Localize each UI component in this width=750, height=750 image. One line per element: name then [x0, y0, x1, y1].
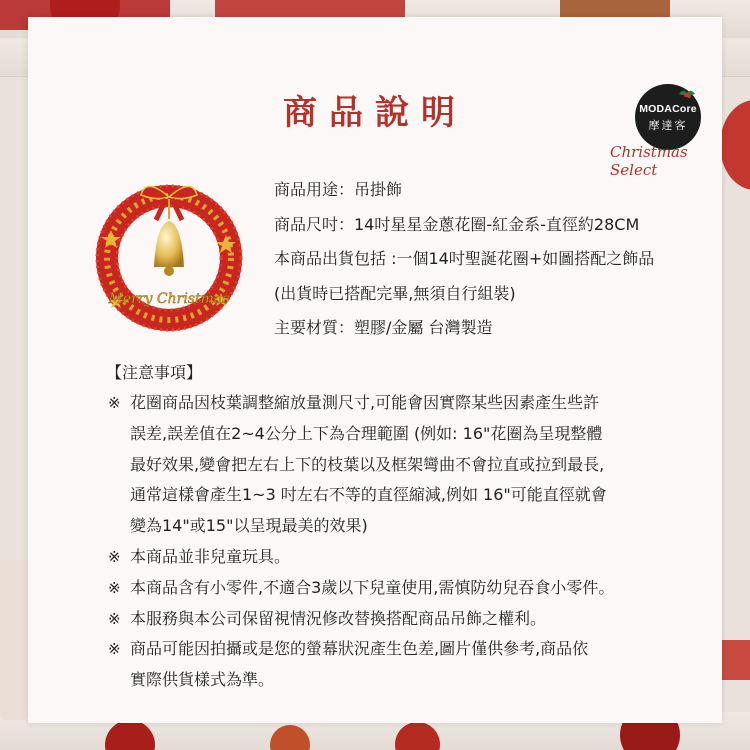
spec-list [274, 173, 654, 346]
notes-heading: 【注意事項】 [106, 363, 203, 382]
note-text: 本服務與本公司保留視情況修改替換搭配商品吊飾之權利。 [130, 608, 547, 628]
spec-size: 商品尺吋：14吋星星金蔥花圈-紅金系-直徑約28CM [274, 214, 640, 234]
note-mark: ※ [108, 609, 121, 628]
note-mark: ※ [108, 547, 121, 566]
brand-logo [635, 84, 701, 150]
note-item [108, 573, 728, 604]
note-text: 本商品含有小零件,不適合3歲以下兒童使用,需慎防幼兒吞食小零件。 [130, 577, 615, 597]
note-mark: ※ [108, 578, 121, 597]
brand-chinese: 摩達客 [648, 120, 688, 132]
note-item [108, 634, 728, 696]
spec-contents: 本商品出貨包括 :一個14吋聖誕花圈+如圖搭配之飾品 [274, 249, 655, 268]
product-info-card [28, 17, 722, 723]
note-item [108, 604, 728, 635]
notes-list [108, 388, 728, 696]
page-title: 商品說明 [283, 93, 467, 133]
spec-contents-note: (出貨時已搭配完畢,無須自行組裝) [274, 283, 516, 303]
wreath-banner-text: Merry Christmas [108, 291, 230, 307]
note-mark: ※ [108, 640, 121, 659]
note-text: 商品可能因拍攝或是您的螢幕狀況產生色差,圖片僅供參考,商品依 實際供貨樣式為準。 [130, 639, 589, 690]
note-item [108, 388, 728, 542]
note-text: 本商品並非兒童玩具。 [130, 546, 291, 566]
holly-icon [677, 87, 697, 101]
brand-script: Christmas Select [610, 143, 688, 179]
note-mark: ※ [108, 394, 121, 412]
spec-usage: 商品用途：吊掛飾 [274, 180, 403, 199]
spec-material: 主要材質：塑膠/金屬 台灣製造 [274, 318, 493, 337]
wreath-product-image [86, 175, 252, 341]
brand-name: MODACore [639, 103, 697, 115]
note-text: 花圈商品因枝葉調整縮放量測尺寸,可能會因實際某些因素產生些許 誤差,誤差值在2~4公分上下為合理範圍 (例如: 16"花圈為呈現整體 最好效果,變會把左右上下的枝葉以及框架彎曲不會拉直或拉到最長, 通常這樣會產生1~3 吋左右不等的直徑縮減,例如 16"可能直徑就會 變為14"或15"以呈現最美的效果) [130, 393, 607, 536]
note-item [108, 542, 728, 573]
